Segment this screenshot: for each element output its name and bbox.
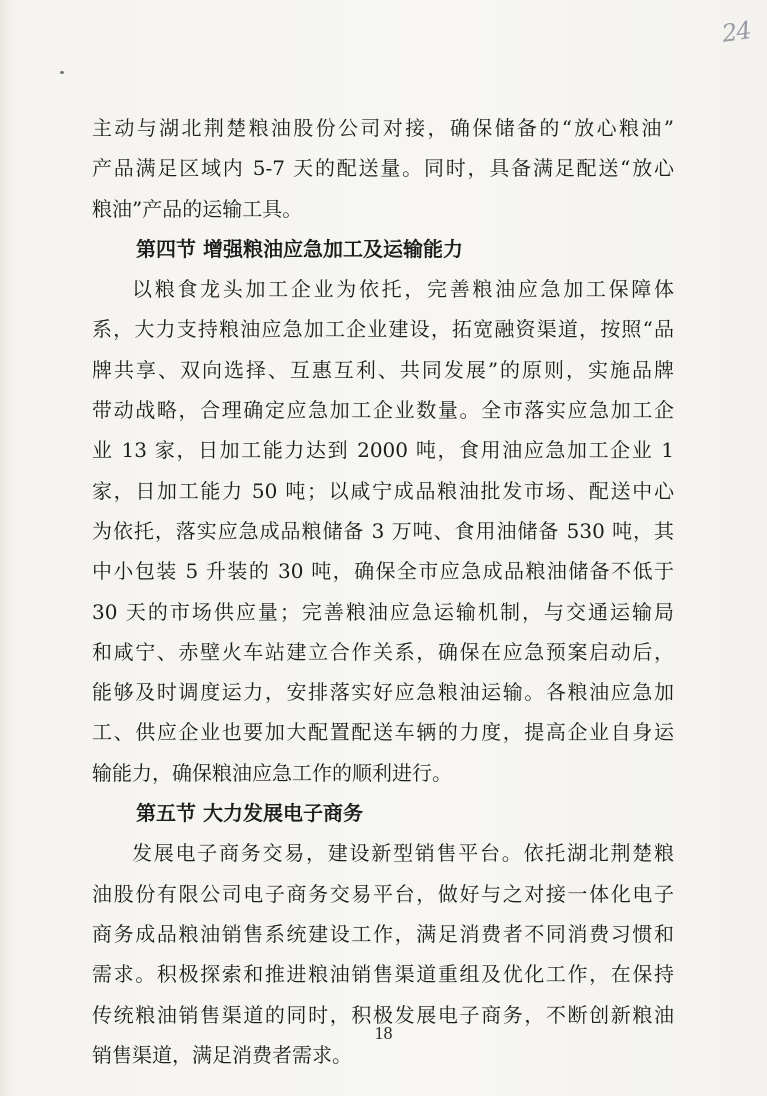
text-line: 家，日加工能力 50 吨；以咸宁成品粮油批发市场、配送中心 bbox=[92, 478, 674, 503]
text-line: 带动战略，合理确定应急加工企业数量。全市落实应急加工企 bbox=[92, 398, 674, 423]
text-line: 中小包装 5 升装的 30 吨，确保全市应急成品粮油储备不低于 bbox=[92, 559, 674, 584]
text-line: 商务成品粮油销售系统建设工作，满足消费者不同消费习惯和 bbox=[92, 921, 674, 946]
document-body bbox=[92, 108, 674, 1075]
text-line: 30 天的市场供应量；完善粮油应急运输机制，与交通运输局 bbox=[92, 599, 674, 624]
text-line: 主动与湖北荆楚粮油股份公司对接，确保储备的“放心粮油” bbox=[92, 116, 674, 140]
text-line: 业 13 家，日加工能力达到 2000 吨，食用油应急加工企业 1 bbox=[92, 438, 674, 463]
text-line: 牌共享、双向选择、互惠互利、共同发展”的原则，实施品牌 bbox=[92, 357, 674, 382]
handwritten-page-mark: 24 bbox=[720, 16, 753, 48]
text-line: 油股份有限公司电子商务交易平台，做好与之对接一体化电子 bbox=[92, 881, 674, 906]
text-line: 销售渠道，满足消费者需求。 bbox=[92, 1042, 352, 1067]
page-number: 18 bbox=[374, 1023, 393, 1043]
scan-speck bbox=[60, 71, 64, 74]
text-line: 为依托，落实应急成品粮储备 3 万吨、食用油储备 530 吨，其 bbox=[92, 518, 674, 543]
section-heading: 第五节 大力发展电子商务 bbox=[136, 801, 363, 826]
section-heading: 第四节 增强粮油应急加工及运输能力 bbox=[136, 236, 463, 261]
text-line: 和咸宁、赤壁火车站建立合作关系，确保在应急预案启动后， bbox=[92, 639, 674, 664]
text-line: 系，大力支持粮油应急加工企业建设，拓宽融资渠道，按照“品 bbox=[92, 317, 674, 342]
text-line: 能够及时调度运力，安排落实好应急粮油运输。各粮油应急加 bbox=[92, 680, 674, 705]
text-line: 需求。积极探索和推进粮油销售渠道重组及优化工作，在保持 bbox=[92, 962, 674, 987]
text-line: 发展电子商务交易，建设新型销售平台。依托湖北荆楚粮 bbox=[132, 841, 674, 866]
text-line: 输能力，确保粮油应急工作的顺利进行。 bbox=[92, 760, 452, 785]
text-line: 传统粮油销售渠道的同时，积极发展电子商务，不断创新粮油 bbox=[92, 1002, 674, 1027]
text-line: 以粮食龙头加工企业为依托，完善粮油应急加工保障体 bbox=[132, 277, 674, 302]
text-line: 工、供应企业也要加大配置配送车辆的力度，提高企业自身运 bbox=[92, 720, 674, 745]
text-line: 粮油”产品的运输工具。 bbox=[92, 196, 303, 221]
text-line: 产品满足区域内 5-7 天的配送量。同时，具备满足配送“放心 bbox=[92, 156, 674, 181]
